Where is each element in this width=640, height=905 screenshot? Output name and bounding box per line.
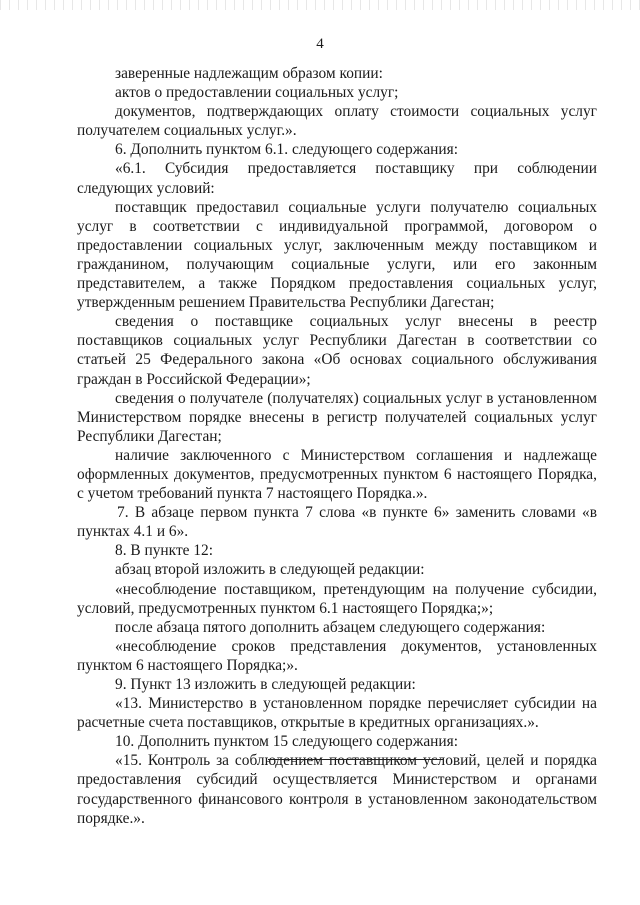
paragraph: 10. Дополнить пунктом 15 следующего содержания: xyxy=(115,733,458,751)
paragraph: поставщик предоставил социальные услуги получателю социальных услуг в соответствии с индивидуальной программой, договором о предоставлении социальных услуг, заключенным между поставщиком и гражданином, получающим социальные услуги, или его законным представителем, а также Порядком предоставления социальных услуг, утвержденным решением Правительства Республики Дагестан; xyxy=(77,198,597,312)
paragraph: документов, подтверждающих оплату стоимости социальных услуг получателем социальных услуг.». xyxy=(77,103,597,140)
paragraph: заверенные надлежащим образом копии: xyxy=(115,65,383,82)
paragraph: наличие заключенного с Министерством соглашения и надлежаще оформленных документов, предусмотренных пунктом 6 настоящего Порядка, с учетом требований пункта 7 настоящего Порядка.». xyxy=(77,446,597,503)
paragraph: 9. Пункт 13 изложить в следующей редакции: xyxy=(115,676,416,693)
paragraph: 6. Дополнить пунктом 6.1. следующего содержания: xyxy=(115,141,458,159)
paragraph: «несоблюдение поставщиком, претендующим на получение субсидии, условий, предусмотренных пунктом 6.1 настоящего Порядка;»; xyxy=(77,580,597,617)
paragraph: «13. Министерство в установленном порядке перечисляет субсидии на расчетные счета поставщиков, открытые в кредитных организациях.». xyxy=(77,695,597,732)
paragraph: актов о предоставлении социальных услуг; xyxy=(115,84,399,102)
paragraph: «15. Контроль за соблюдением поставщиком условий, целей и порядка предоставления субсидий осуществляется Министерством и органами государственного финансового контроля в установленном законодательством порядке.». xyxy=(77,752,597,827)
scan-artifact xyxy=(0,0,640,10)
paragraph: после абзаца пятого дополнить абзацем следующего содержания: xyxy=(115,618,546,636)
paragraph: 8. В пункте 12: xyxy=(115,542,214,560)
paragraph: сведения о поставщике социальных услуг внесены в реестр поставщиков социальных услуг Республики Дагестан в соответствии со статьей 25 Федерального закона «Об основах социального обслуживания граждан в Российской Федерации»; xyxy=(77,313,597,388)
paragraph: 7. В абзаце первом пункта 7 слова «в пункте 6» заменить словами «в пунктах 4.1 и 6». xyxy=(77,504,597,541)
document-body xyxy=(77,64,597,828)
end-of-document-rule xyxy=(268,759,444,760)
paragraph: «6.1. Субсидия предоставляется поставщику при соблюдении следующих условий: xyxy=(77,160,597,197)
paragraph: сведения о получателе (получателях) социальных услуг в установленном Министерством порядке внесены в регистр получателей социальных услуг Республики Дагестан; xyxy=(77,389,597,445)
page-number: 4 xyxy=(316,36,324,52)
paragraph: «несоблюдение сроков представления документов, установленных пунктом 6 настоящего Порядка;». xyxy=(77,637,597,674)
paragraph: абзац второй изложить в следующей редакции: xyxy=(115,561,425,579)
